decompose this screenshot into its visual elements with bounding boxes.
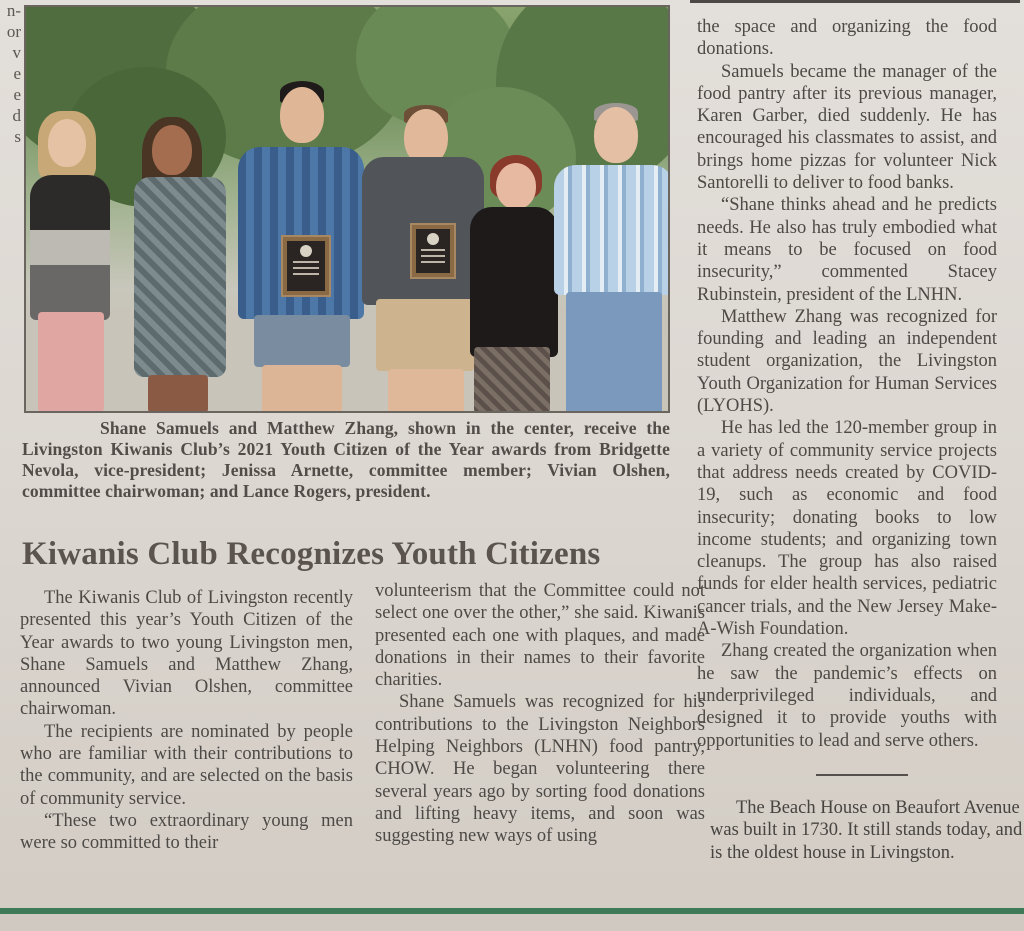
article-column-3 <box>697 16 997 752</box>
top-rule <box>690 0 1020 3</box>
paragraph: Matthew Zhang was recognized for founding and leading an independent student organization, the Livingston Youth Organization for Human Services (LYOHS). <box>697 306 997 417</box>
award-plaque <box>410 223 456 279</box>
award-photo <box>24 5 670 413</box>
gutter-fragment: e <box>13 85 21 104</box>
article-headline: Kiwanis Club Recognizes Youth Citizens <box>22 536 601 572</box>
article-column-1 <box>20 587 353 855</box>
gutter-fragment: s <box>14 127 21 146</box>
photo-caption: Shane Samuels and Matthew Zhang, shown in the center, receive the Livingston Kiwanis Club’s 2021 Youth Citizen of the Year awards from Bridgette Nevola, vice-president; Jenissa Arnette, committee member; Vivian Olshen, committee chairwoman; and Lance Rogers, president. <box>22 418 670 501</box>
paragraph: He has led the 120-member group in a variety of community service projects that address needs created by COVID-19, such as economic and food insecurity; donating books to low income students; and organizing town cleanups. The group has also raised funds for elder health services, pediatric cancer trials, and the New Jersey Make-A-Wish Foundation. <box>697 418 997 640</box>
paragraph: “Shane thinks ahead and he predicts needs. He also has truly embodied what it means to be focused on food insecurity,” commented Stacey Rubinstein, president of the LNHN. <box>697 195 997 305</box>
paragraph: The recipients are nominated by people who are familiar with their contributions to the community, and are selected on the basis of community service. <box>20 721 353 809</box>
paragraph: the space and organizing the food donations. <box>697 17 997 60</box>
bottom-margin <box>0 914 1024 931</box>
gutter-fragment: d <box>12 106 21 125</box>
paragraph: “These two extraordinary young men were so committed to their <box>20 810 353 854</box>
adjacent-column-fragment <box>0 0 24 200</box>
paragraph: volunteerism that the Committee could not select one over the other,” she said. Kiwanis presented each one with plaques, and made donations in their names to their favorite charities. <box>375 581 705 691</box>
gutter-fragment: e <box>13 64 21 83</box>
article-column-2 <box>375 580 705 848</box>
paragraph: The Kiwanis Club of Livingston recently presented this year’s Youth Citizen of the Year awards to two young Livingston men, Shane Samuels and Matthew Zhang, announced Vivian Olshen, committee chairwoman. <box>20 588 353 720</box>
paragraph: Samuels became the manager of the food pantry after its previous manager, Karen Garber, died suddenly. He has encouraged his classmates to assist, and brings home pizzas for volunteer Nick Santorelli to deliver to food banks. <box>697 61 997 194</box>
award-plaque <box>281 235 331 297</box>
gutter-fragment: n- <box>6 1 21 20</box>
paragraph: Zhang created the organization when he saw the pandemic’s effects on underprivileged individuals, and designed it to provide youths with opportunities to lead and serve others. <box>697 641 997 751</box>
gutter-fragment: or <box>6 22 21 41</box>
section-divider <box>816 774 908 776</box>
gutter-fragment: v <box>12 43 21 62</box>
paragraph: Shane Samuels was recognized for his contributions to the Livingston Neighbors Helping Neighbors (LNHN) food pantry, CHOW. He began volunteering there several years ago by sorting food donations and lifting heavy items, and soon was suggesting new ways of using <box>375 692 705 847</box>
filler-fact: The Beach House on Beaufort Avenue was built in 1730. It still stands today, and is the oldest house in Livingston. <box>710 798 1023 863</box>
